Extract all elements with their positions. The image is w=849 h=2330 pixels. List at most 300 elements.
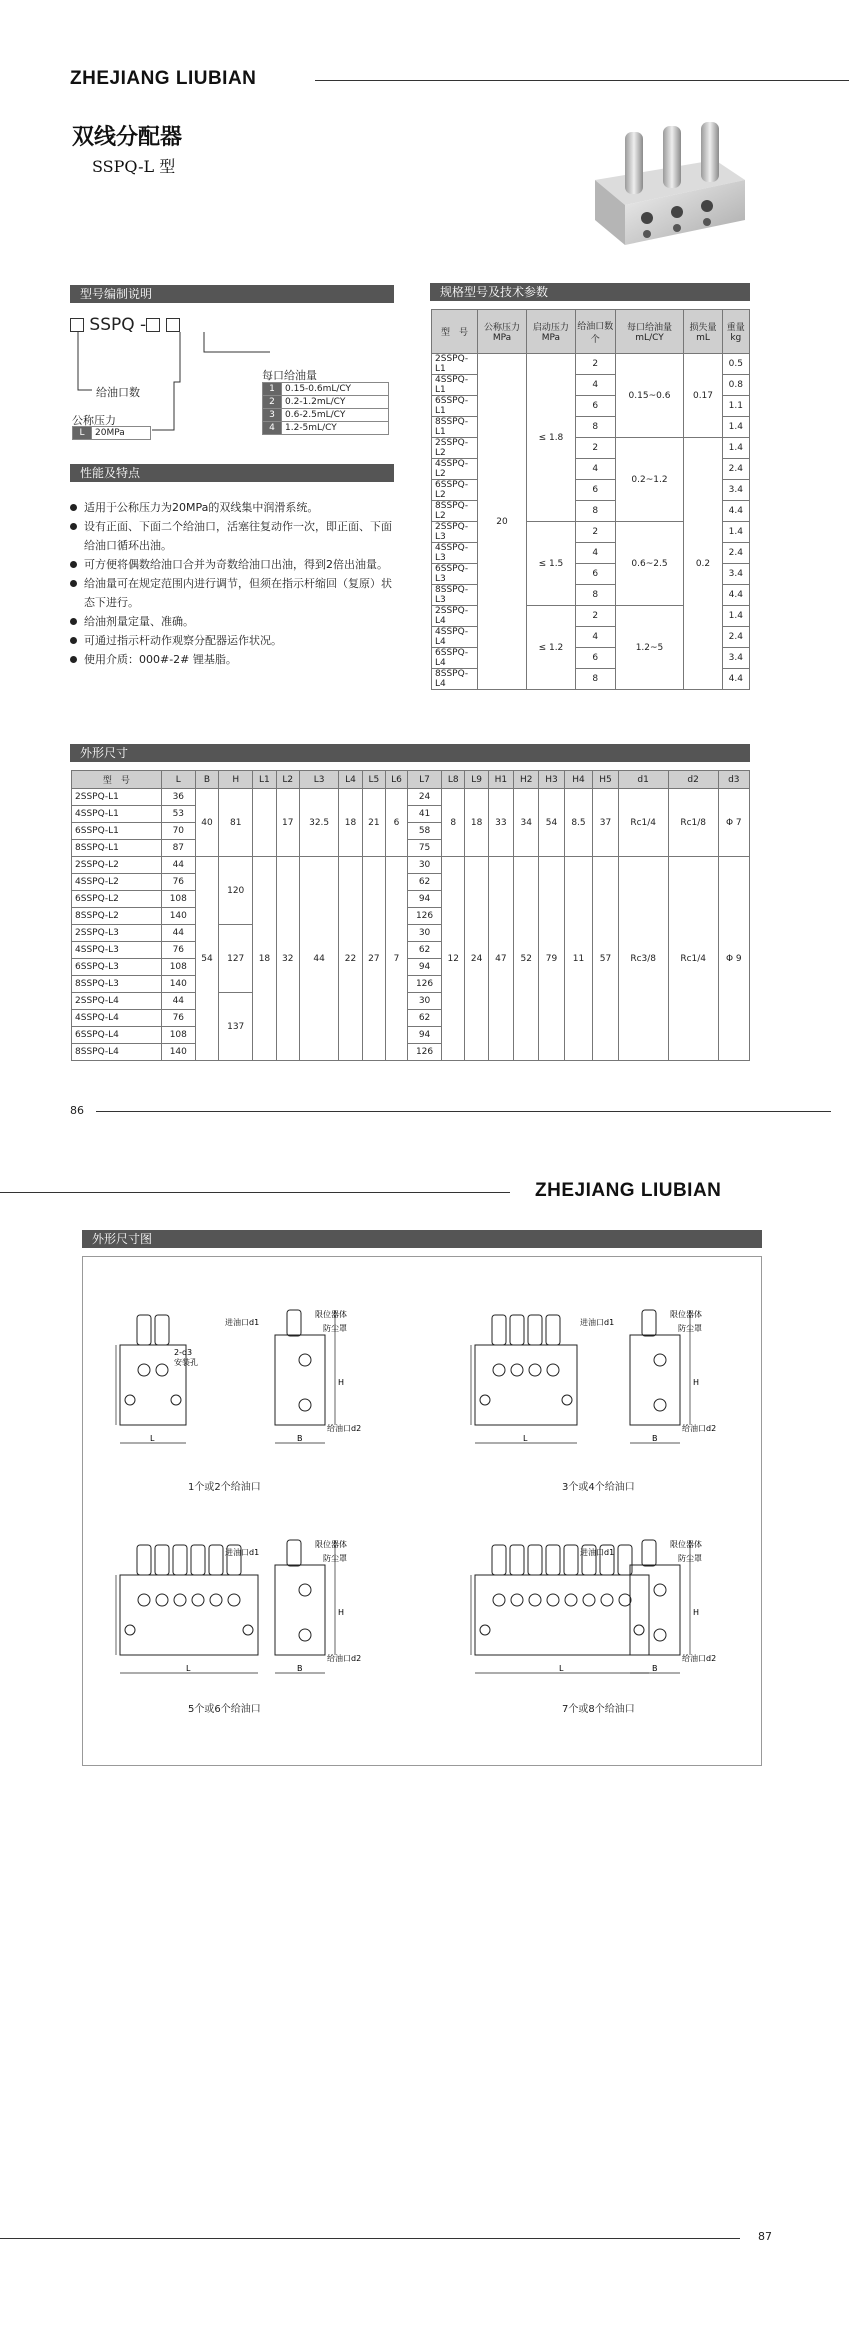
drawing-panel-2 [465,1290,785,1490]
page-subtitle: SSPQ-L 型 [92,157,176,176]
table-cell: 0.6~2.5 [615,522,684,606]
inlet-hole [299,1399,311,1411]
table-cell: 8 [575,501,615,522]
table-cell: 0.2 [684,438,722,690]
table-cell: 94 [408,1027,442,1044]
table-cell: 4 [575,459,615,480]
table-cell: 126 [408,1044,442,1061]
table-cell: Rc1/8 [668,789,718,857]
table-cell: 8SSPQ-L4 [72,1044,162,1061]
limiter-label: 限位器体 [315,1540,347,1549]
table-cell: 0.2~1.2 [615,438,684,522]
indicator-rod [173,1545,187,1575]
table-cell: 4.4 [722,669,749,690]
table-cell: 6 [575,396,615,417]
table-cell: 2SSPQ-L3 [72,925,162,942]
table-cell: 6SSPQ-L1 [72,823,162,840]
table-header-cell: 重量kg [722,310,749,354]
table-cell: Φ 7 [718,789,749,857]
table-cell: ≤ 1.8 [526,354,575,522]
mount-hole [480,1625,490,1635]
table-cell: 8 [575,417,615,438]
table-cell: 4SSPQ-L2 [432,459,478,480]
inlet-label: 进油口d1 [225,1548,260,1557]
table-header-cell: L9 [465,771,488,789]
table-header-cell: 每口给油量mL/CY [615,310,684,354]
table-cell: Φ 9 [718,857,749,1061]
limiter-label: 限位器体 [670,1540,702,1549]
table-cell: 2 [575,522,615,543]
table-cell: 8SSPQ-L4 [432,669,478,690]
table-cell: 126 [408,908,442,925]
table-cell: 2.4 [722,627,749,648]
table-header-cell: L4 [339,771,362,789]
dim-label: H [338,1608,345,1617]
body-outline [475,1575,649,1655]
table-cell: 37 [593,789,618,857]
table-cell: 3 [263,409,282,422]
table-cell: 1 [263,383,282,396]
table-cell: 3.4 [722,648,749,669]
outlet-hole [511,1364,523,1376]
dims-table [71,770,750,1061]
table-row [263,409,389,422]
table-header-cell: 给油口数个 [575,310,615,354]
inlet-hole [654,1629,666,1641]
table-cell: 8SSPQ-L2 [432,501,478,522]
dim-label: B [297,1664,303,1673]
side-outline [630,1565,680,1655]
table-cell: 6SSPQ-L2 [432,480,478,501]
dim-label: B [652,1434,658,1443]
table-cell: 4SSPQ-L3 [432,543,478,564]
delivery-options-table [262,382,389,435]
outlet-label: 给油口d2 [682,1654,717,1663]
outlet-hole [529,1364,541,1376]
mount-label: 2-d3 [174,1348,193,1357]
table-cell: 11 [564,857,593,1061]
table-cell: 1.4 [722,522,749,543]
pressure-code-table [72,426,151,440]
table-cell: 0.2-1.2mL/CY [282,396,389,409]
table-header-cell: H3 [539,771,564,789]
caption-2: 3个或4个给油口 [562,1482,635,1493]
table-row [432,310,750,354]
outlet-hole [156,1364,168,1376]
table-cell: 137 [219,993,253,1061]
table-cell: 54 [539,789,564,857]
header-rule-right [0,1192,510,1193]
table-cell: 70 [161,823,195,840]
table-header-cell: L7 [408,771,442,789]
outlet-hole [547,1594,559,1606]
outlet-hole [565,1594,577,1606]
table-cell: 4 [575,375,615,396]
brand-name: ZHEJIANG LIUBIAN [70,68,257,89]
table-cell: 20 [478,354,527,690]
table-cell: 32.5 [299,789,338,857]
table-cell: 54 [195,857,218,1061]
table-cell: 8.5 [564,789,593,857]
table-cell: 24 [408,789,442,806]
table-cell: 140 [161,1044,195,1061]
table-cell: 17 [276,789,299,857]
body-outline [475,1345,577,1425]
table-cell: 126 [408,976,442,993]
outlet-hole [493,1364,505,1376]
table-header-cell: H1 [488,771,513,789]
drawing-panel-3 [110,1520,430,1720]
footer-rule-left [96,1111,831,1112]
caption-1: 1个或2个给油口 [188,1482,261,1493]
indicator-rod [137,1545,151,1575]
features-header: 性能及特点 [70,464,394,482]
table-cell: 2SSPQ-L2 [72,857,162,874]
mount-hole [562,1395,572,1405]
table-cell: 2 [575,354,615,375]
table-cell: Rc3/8 [618,857,668,1061]
body-outline [120,1345,186,1425]
table-cell: 6 [575,648,615,669]
table-cell: 32 [276,857,299,1061]
table-cell: 108 [161,959,195,976]
page-number-right: 87 [758,2230,772,2243]
indicator-rod [492,1315,506,1345]
table-cell: 1.1 [722,396,749,417]
table-cell: ≤ 1.2 [526,606,575,690]
table-cell: 52 [514,857,539,1061]
spec-header: 规格型号及技术参数 [430,283,750,301]
table-cell: 8SSPQ-L1 [432,417,478,438]
table-cell: 62 [408,874,442,891]
outlet-label: 给油口d2 [682,1424,717,1433]
table-cell: 1.4 [722,438,749,459]
limiter-body [287,1540,301,1566]
table-cell: 75 [408,840,442,857]
table-header-cell: L1 [253,771,276,789]
list-item: 设有正面、下面二个给油口，活塞往复动作一次，即正面、下面给油口循环出油。 [70,517,400,555]
table-header-cell: 公称压力MPa [478,310,527,354]
table-cell: 8SSPQ-L1 [72,840,162,857]
side-outline [275,1335,325,1425]
table-cell: 8 [575,669,615,690]
table-cell: 0.5 [722,354,749,375]
table-header-cell: 型 号 [432,310,478,354]
mount-hole [171,1395,181,1405]
table-cell: 87 [161,840,195,857]
table-cell: 62 [408,1010,442,1027]
table-cell: 1.4 [722,417,749,438]
table-cell: 44 [161,925,195,942]
table-cell: 18 [253,857,276,1061]
outlet-hole [210,1594,222,1606]
table-cell: 0.17 [684,354,722,438]
table-cell: 27 [362,857,385,1061]
table-cell: 8SSPQ-L2 [72,908,162,925]
table-cell: Rc1/4 [618,789,668,857]
pressure-code: L [73,427,92,440]
table-header-cell: d3 [718,771,749,789]
outlet-count-label: 给油口数 [96,386,140,399]
drawing-header: 外形尺寸图 [82,1230,762,1248]
table-cell: 44 [161,993,195,1010]
table-header-cell: H4 [564,771,593,789]
list-item: 适用于公称压力为20MPa的双线集中润滑系统。 [70,498,400,517]
table-cell: 0.6-2.5mL/CY [282,409,389,422]
indicator-rod [546,1315,560,1345]
table-cell: 8 [442,789,465,857]
features-list [70,498,400,669]
indicator-rod [510,1545,524,1575]
table-cell: 6SSPQ-L4 [432,648,478,669]
table-cell: 4 [575,543,615,564]
table-cell: 58 [408,823,442,840]
list-item: 给油剂量定量、准确。 [70,612,400,631]
table-cell: 6SSPQ-L4 [72,1027,162,1044]
table-header-cell: B [195,771,218,789]
table-cell: 76 [161,1010,195,1027]
table-row [263,396,389,409]
table-cell: 2SSPQ-L3 [432,522,478,543]
outlet-label: 给油口d2 [327,1654,362,1663]
limiter-body [642,1540,656,1566]
table-cell: 2.4 [722,543,749,564]
table-cell: 140 [161,976,195,993]
outlet-hole [228,1594,240,1606]
pressure-value: 20MPa [92,427,151,440]
outlet-hole [601,1594,613,1606]
indicator-rod [191,1545,205,1575]
footer-rule-right [0,2238,740,2239]
table-cell: 34 [514,789,539,857]
dim-label: H [693,1378,700,1387]
side-outline [630,1335,680,1425]
mount-hole [125,1625,135,1635]
indicator-rod [528,1315,542,1345]
table-cell: 4SSPQ-L1 [72,806,162,823]
table-cell: 0.15-0.6mL/CY [282,383,389,396]
table-cell: 108 [161,1027,195,1044]
table-cell: 2 [575,606,615,627]
table-cell: 44 [161,857,195,874]
table-cell: 4SSPQ-L3 [72,942,162,959]
table-cell: 4SSPQ-L1 [432,375,478,396]
table-header-cell: 启动压力MPa [526,310,575,354]
dim-label: L [523,1434,528,1443]
inlet-hole [299,1629,311,1641]
indicator-rod [546,1545,560,1575]
table-row [72,771,750,789]
table-header-cell: H [219,771,253,789]
side-outline [275,1565,325,1655]
table-cell: 6 [386,789,408,857]
outlet-hole [511,1594,523,1606]
table-cell: 6SSPQ-L1 [432,396,478,417]
indicator-rod [528,1545,542,1575]
table-cell: 30 [408,857,442,874]
dim-label: B [297,1434,303,1443]
header-rule [315,80,849,81]
inlet-label: 进油口d1 [580,1548,615,1557]
brand-name-2: ZHEJIANG LIUBIAN [535,1180,722,1201]
table-cell: 2SSPQ-L4 [72,993,162,1010]
table-cell: 36 [161,789,195,806]
table-cell: 3.4 [722,564,749,585]
inlet-hole [299,1584,311,1596]
table-cell: 6SSPQ-L3 [432,564,478,585]
outlet-hole [138,1364,150,1376]
table-cell: 3.4 [722,480,749,501]
table-cell: 0.15~0.6 [615,354,684,438]
table-cell: 44 [299,857,338,1061]
page-number-left: 86 [70,1104,84,1117]
inlet-hole [299,1354,311,1366]
table-cell: 18 [339,789,362,857]
body-outline [120,1575,258,1655]
table-header-cell: L [161,771,195,789]
table-cell: 57 [593,857,618,1061]
table-cell: 1.2~5 [615,606,684,690]
table-cell: 8SSPQ-L3 [432,585,478,606]
indicator-rod [155,1315,169,1345]
outlet-hole [192,1594,204,1606]
table-header-cell: H5 [593,771,618,789]
limiter-body [642,1310,656,1336]
outlet-hole [493,1594,505,1606]
table-cell: 2SSPQ-L1 [432,354,478,375]
outlet-label: 给油口d2 [327,1424,362,1433]
pressure-label: 公称压力 [72,414,116,427]
dim-label: L [150,1434,155,1443]
table-cell: 30 [408,925,442,942]
table-header-cell: L5 [362,771,385,789]
dim-label: L [186,1664,191,1673]
table-cell: 4 [575,627,615,648]
table-cell: 81 [219,789,253,857]
table-cell: 62 [408,942,442,959]
caption-4: 7个或8个给油口 [562,1704,635,1715]
dust-cover-label: 防尘罩 [323,1554,347,1563]
table-cell: 4SSPQ-L4 [72,1010,162,1027]
table-cell: ≤ 1.5 [526,522,575,606]
dust-cover-label: 防尘罩 [323,1324,347,1333]
outlet-hole [547,1364,559,1376]
table-cell: 8SSPQ-L3 [72,976,162,993]
inlet-label: 进油口d1 [580,1318,615,1327]
delivery-label: 每口给油量 [262,369,317,382]
table-cell: 140 [161,908,195,925]
table-row [72,857,750,874]
table-cell: 8 [575,585,615,606]
table-header-cell: d2 [668,771,718,789]
table-header-cell: L6 [386,771,408,789]
table-cell: 6SSPQ-L3 [72,959,162,976]
table-cell: 33 [488,789,513,857]
table-cell: 6 [575,564,615,585]
table-cell: 30 [408,993,442,1010]
limiter-body [287,1310,301,1336]
dust-cover-label: 防尘罩 [678,1554,702,1563]
table-row [263,383,389,396]
inlet-hole [654,1354,666,1366]
indicator-rod [209,1545,223,1575]
model-code-text: SSPQ - [89,315,147,335]
inlet-hole [654,1584,666,1596]
mount-hole [243,1625,253,1635]
table-cell: 18 [465,789,488,857]
list-item: 给油量可在规定范围内进行调节，但须在指示杆缩回（复原）状态下进行。 [70,574,400,612]
inlet-hole [654,1399,666,1411]
table-cell: 24 [465,857,488,1061]
table-header-cell: 型 号 [72,771,162,789]
mount-hole [125,1395,135,1405]
table-cell: 47 [488,857,513,1061]
indicator-rod [137,1315,151,1345]
table-cell: 4.4 [722,585,749,606]
spec-table [431,309,750,690]
table-cell: 1.2-5mL/CY [282,422,389,435]
table-cell: 0.8 [722,375,749,396]
table-cell: 21 [362,789,385,857]
table-cell: 120 [219,857,253,925]
list-item: 可通过指示杆动作观察分配器运作状况。 [70,631,400,650]
table-cell: 108 [161,891,195,908]
table-cell: 6SSPQ-L2 [72,891,162,908]
list-item: 可方便将偶数给油口合并为奇数给油口出油，得到2倍出油量。 [70,555,400,574]
inlet-label: 进油口d1 [225,1318,260,1327]
table-cell: 2SSPQ-L1 [72,789,162,806]
table-cell: 4SSPQ-L2 [72,874,162,891]
drawing-panel-1 [110,1290,430,1490]
table-header-cell: d1 [618,771,668,789]
table-cell: 41 [408,806,442,823]
table-cell: 2 [263,396,282,409]
table-cell: 94 [408,891,442,908]
table-cell: 79 [539,857,564,1061]
mount-hole [634,1625,644,1635]
indicator-rod [564,1545,578,1575]
table-cell: 94 [408,959,442,976]
table-cell: 4 [263,422,282,435]
table-cell: 2.4 [722,459,749,480]
table-cell: 22 [339,857,362,1061]
table-cell: 2 [575,438,615,459]
table-header-cell: L3 [299,771,338,789]
dims-header: 外形尺寸 [70,744,750,762]
table-cell: 7 [386,857,408,1061]
table-cell: 2SSPQ-L2 [432,438,478,459]
table-cell: 76 [161,874,195,891]
table-cell: 6 [575,480,615,501]
table-cell: 127 [219,925,253,993]
outlet-hole [583,1594,595,1606]
mount-label-2: 安装孔 [174,1358,198,1367]
dim-label: H [693,1608,700,1617]
table-header-cell: 损失量mL [684,310,722,354]
outlet-hole [138,1594,150,1606]
table-row [263,422,389,435]
indicator-rod [510,1315,524,1345]
table-cell: 40 [195,789,218,857]
model-code-header: 型号编制说明 [70,285,394,303]
limiter-label: 限位器体 [670,1310,702,1319]
table-row [432,354,750,375]
dim-label: L [559,1664,564,1673]
table-cell: Rc1/4 [668,857,718,1061]
outlet-hole [529,1594,541,1606]
table-header-cell: L2 [276,771,299,789]
list-item: 使用介质：000#-2# 锂基脂。 [70,650,400,669]
